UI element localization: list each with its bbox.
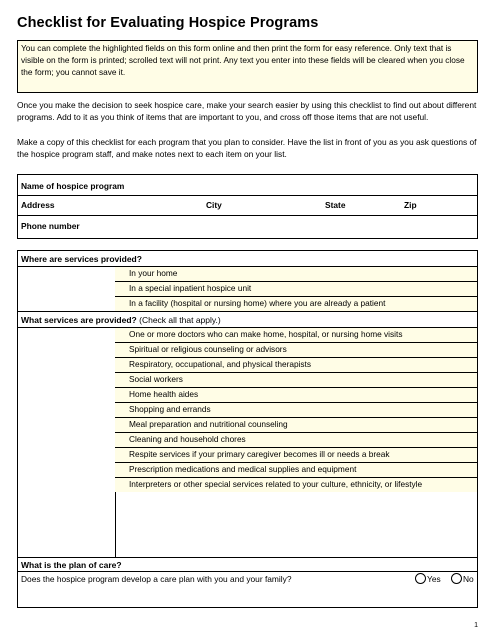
plan-question-row	[18, 572, 477, 586]
where-option-facility[interactable]: In a facility (hospital or nursing home) where you are already a patient	[115, 297, 477, 311]
program-name-label: Name of hospice program	[21, 181, 125, 191]
service-option-interpreters[interactable]: Interpreters or other special services related to your culture, ethnicity, or lifestyle	[115, 478, 477, 492]
service-option-therapists[interactable]: Respiratory, occupational, and physical therapists	[115, 358, 477, 373]
no-label: No	[463, 574, 474, 584]
plan-no-option[interactable]	[451, 573, 474, 585]
intro-paragraph-2: Make a copy of this checklist for each program that you plan to consider. Have the list in front of you as you ask questions of the hospice program staff, and make notes next to each item on your list.	[17, 137, 477, 160]
plan-heading-text: What is the plan of care?	[21, 560, 122, 570]
city-label: City	[206, 200, 222, 210]
yes-label: Yes	[427, 574, 441, 584]
services-box	[17, 250, 478, 608]
phone-label: Phone number	[21, 221, 80, 231]
plan-yes-option[interactable]	[415, 573, 441, 585]
page-number: 1	[474, 622, 478, 629]
what-heading	[18, 312, 477, 328]
address-row[interactable]	[18, 196, 477, 216]
no-radio-icon[interactable]	[451, 573, 462, 584]
service-option-cleaning[interactable]: Cleaning and household chores	[115, 433, 477, 448]
where-heading-text: Where are services provided?	[21, 254, 142, 264]
form-notice: You can complete the highlighted fields on this form online and then print the form for easy reference. Only text that is visible on the form is printed; scrolled text will not print. Any text you enter into these fields will be cleared when you close the form; you cannot save it.	[17, 40, 478, 93]
service-option-shopping[interactable]: Shopping and errands	[115, 403, 477, 418]
service-option-social-workers[interactable]: Social workers	[115, 373, 477, 388]
where-option-home[interactable]: In your home	[115, 267, 477, 282]
where-heading	[18, 251, 477, 267]
plan-heading	[18, 558, 477, 572]
service-option-aides[interactable]: Home health aides	[115, 388, 477, 403]
page-title: Checklist for Evaluating Hospice Programs	[17, 15, 319, 31]
service-option-meals[interactable]: Meal preparation and nutritional counseling	[115, 418, 477, 433]
zip-label: Zip	[404, 200, 417, 210]
program-name-row[interactable]	[18, 175, 477, 196]
intro-paragraph-1: Once you make the decision to seek hospice care, make your search easier by using this checklist to find out about different programs. Add to it as you think of items that are important to you, and cross off those items that are not useful.	[17, 100, 477, 123]
where-option-inpatient-unit[interactable]: In a special inpatient hospice unit	[115, 282, 477, 297]
service-option-respite[interactable]: Respite services if your primary caregiver becomes ill or needs a break	[115, 448, 477, 463]
yes-radio-icon[interactable]	[415, 573, 426, 584]
service-option-doctors[interactable]: One or more doctors who can make home, hospital, or nursing home visits	[115, 328, 477, 343]
where-options	[18, 267, 477, 312]
what-heading-text: What services are provided?	[21, 315, 137, 325]
service-option-medications[interactable]: Prescription medications and medical supplies and equipment	[115, 463, 477, 478]
what-options	[18, 328, 477, 558]
plan-question: Does the hospice program develop a care plan with you and your family?	[21, 574, 292, 584]
state-label: State	[325, 200, 346, 210]
what-heading-note: (Check all that apply.)	[139, 315, 221, 325]
service-option-spiritual[interactable]: Spiritual or religious counseling or advisors	[115, 343, 477, 358]
address-label: Address	[21, 200, 55, 210]
phone-row[interactable]	[18, 216, 477, 238]
program-info-box	[17, 174, 478, 239]
